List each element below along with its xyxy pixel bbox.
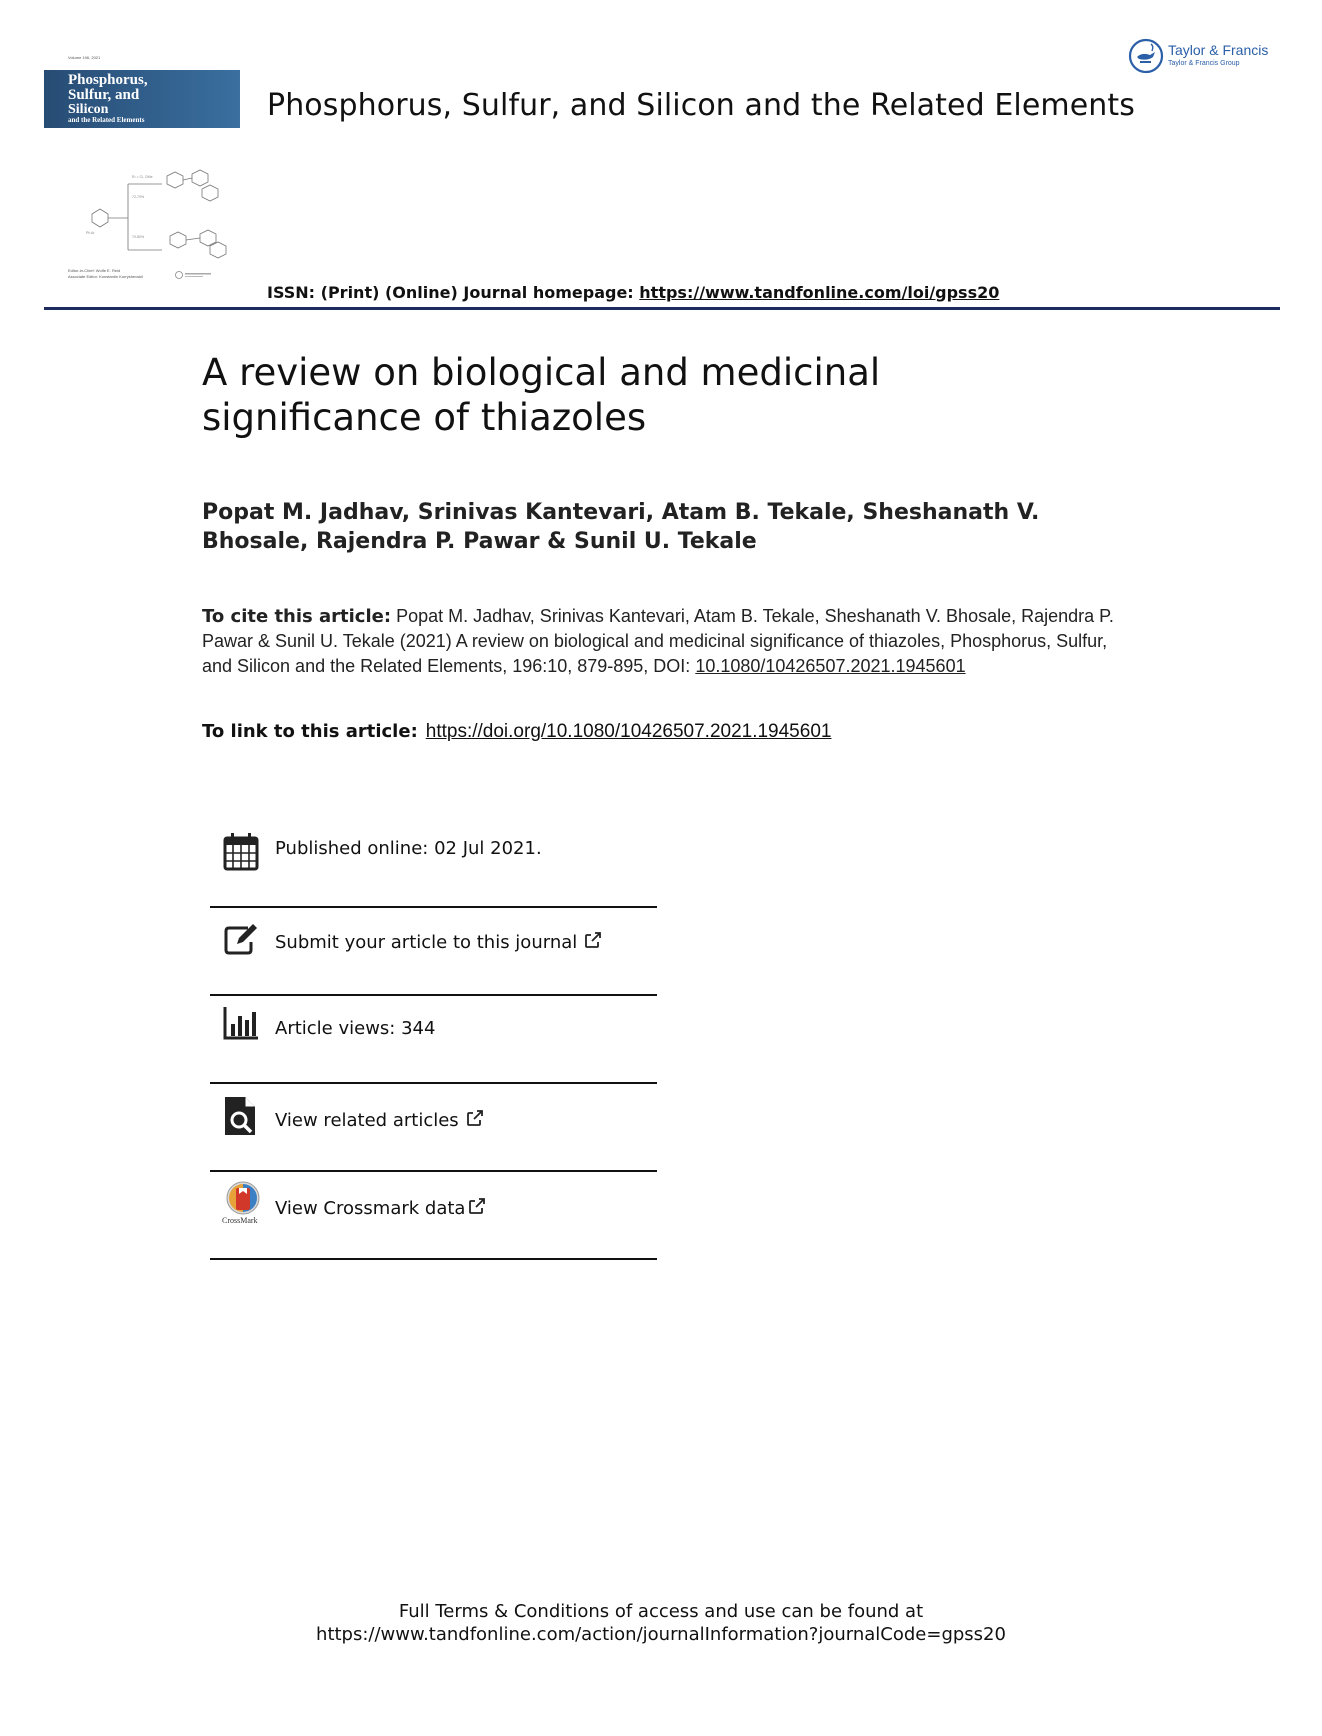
citation-doi-link[interactable]: 10.1080/10426507.2021.1945601 xyxy=(695,656,966,676)
publisher-logo[interactable] xyxy=(1128,38,1283,78)
journal-title: Phosphorus, Sulfur, and Silicon and the Related Elements xyxy=(267,88,1135,123)
header-divider xyxy=(44,307,1280,310)
crossmark-row[interactable] xyxy=(210,1170,657,1260)
svg-text:R¹ = Cl, OMe: R¹ = Cl, OMe xyxy=(132,175,153,179)
document-search-icon xyxy=(222,1094,260,1138)
terms-line: Full Terms & Conditions of access and use can be found at xyxy=(398,1601,924,1622)
cover-associate-editor: Associate Editor: Konstantin Kurryshevskii xyxy=(68,274,143,279)
cover-title-1: Phosphorus, xyxy=(68,72,148,88)
article-title: A review on biological and medicinal significance of thiazoles xyxy=(202,351,881,439)
article-authors: Popat M. Jadhav, Srinivas Kantevari, Atam B. Tekale, Sheshanath V. Bhosale, Rajendra P. Pawar & Sunil U. Tekale xyxy=(202,500,1040,554)
terms-url[interactable]: https://www.tandfonline.com/action/journalInformation?journalCode=gpss20 xyxy=(316,1624,1006,1645)
publisher-lamp-icon xyxy=(1128,38,1164,74)
citation-text: Popat M. Jadhav, Srinivas Kantevari, Atam B. Tekale, Sheshanath V. Bhosale, Rajendra P. Pawar & Sunil U. Tekale (2021) A review on biological and medicinal significance of thiazoles, Phosphorus, Sulfur, and Silicon and the Related Elements, 196:10, 879-895, DOI: xyxy=(202,606,1114,676)
external-link-icon xyxy=(467,1196,487,1216)
crossmark-link[interactable] xyxy=(275,1196,487,1219)
article-views-row xyxy=(210,994,657,1084)
article-views-text: Article views: 344 xyxy=(275,1018,436,1039)
submit-article-text: Submit your article to this journal xyxy=(275,932,578,953)
cover-title-band xyxy=(44,70,240,128)
related-articles-text: View related articles xyxy=(275,1110,459,1131)
journal-homepage-link[interactable]: https://www.tandfonline.com/loi/gpss20 xyxy=(639,283,1000,302)
cover-chemical-structure-illustration xyxy=(72,164,238,264)
published-online-row xyxy=(210,818,657,908)
bar-chart-icon xyxy=(222,1002,260,1046)
issn-label: ISSN: (Print) (Online) Journal homepage: xyxy=(267,283,640,302)
cover-title-3: Silicon xyxy=(68,102,109,117)
cover-title-2: Sulfur, and xyxy=(68,87,140,103)
external-link-icon xyxy=(465,1108,485,1128)
article-link-line xyxy=(202,721,831,743)
svg-text:70-80%: 70-80% xyxy=(132,235,145,239)
calendar-icon xyxy=(222,830,260,874)
cover-publisher-logo xyxy=(174,270,214,280)
published-online-text: Published online: 02 Jul 2021. xyxy=(275,838,542,859)
citation-label: To cite this article: xyxy=(202,606,392,627)
issn-line xyxy=(267,283,999,302)
citation-block xyxy=(202,604,1132,679)
journal-cover xyxy=(44,52,241,287)
cover-subtitle: and the Related Elements xyxy=(68,116,145,124)
external-link-icon xyxy=(583,930,603,950)
article-doi-url[interactable]: https://doi.org/10.1080/10426507.2021.1945601 xyxy=(425,721,832,742)
crossmark-icon xyxy=(225,1180,261,1216)
edit-icon xyxy=(222,918,260,962)
crossmark-logo-text: CrossMark xyxy=(222,1216,258,1225)
cover-editor: Editor-in-Chief: Wolfe E. Reid xyxy=(68,268,121,273)
article-link-label: To link to this article: xyxy=(202,721,418,742)
related-articles-row[interactable] xyxy=(210,1082,657,1172)
crossmark-text: View Crossmark data xyxy=(275,1198,466,1219)
submit-article-row[interactable] xyxy=(210,906,657,996)
svg-text:72-79%: 72-79% xyxy=(132,195,145,199)
svg-text:Ph Ar: Ph Ar xyxy=(86,231,95,235)
cover-volume: Volume 196, 2021 xyxy=(68,55,101,60)
publisher-group: Taylor & Francis Group xyxy=(1168,60,1240,67)
publisher-name: Taylor & Francis xyxy=(1168,42,1269,58)
submit-article-link[interactable] xyxy=(275,930,603,953)
terms-footer xyxy=(0,1600,1322,1646)
crossmark-logo xyxy=(222,1180,260,1226)
related-articles-link[interactable] xyxy=(275,1108,485,1131)
